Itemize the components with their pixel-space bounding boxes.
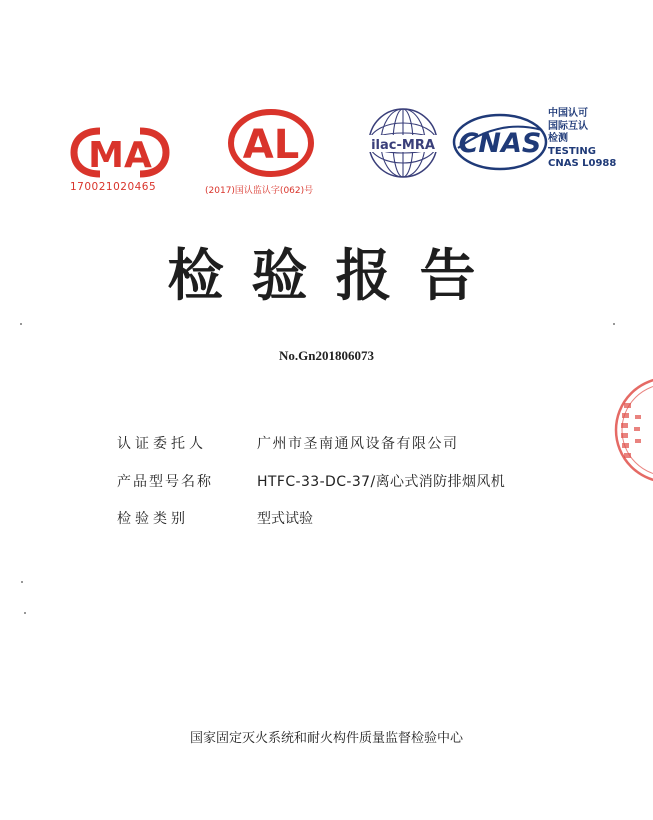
- cma-mark-icon: [70, 125, 170, 180]
- report-title: 检验报告: [167, 244, 504, 309]
- ilac-globe-icon: [358, 105, 448, 185]
- seal-icon: [606, 375, 653, 485]
- cnas-line: 检测: [548, 133, 568, 144]
- cnas-line: 中国认可: [548, 108, 588, 119]
- red-seal-stamp: [606, 375, 653, 485]
- scan-speck: [21, 581, 23, 583]
- field-label: 检验类别: [117, 511, 189, 527]
- field-value: HTFC-33-DC-37/离心式消防排烟风机: [257, 474, 506, 490]
- field-label: 产品型号名称: [117, 474, 213, 490]
- scan-speck: [20, 323, 22, 325]
- issuing-organization: 国家固定灭火系统和耐火构件质量监督检验中心: [189, 731, 463, 746]
- cnas-line: TESTING: [548, 145, 596, 157]
- cal-mark-icon: [227, 108, 315, 178]
- report-number: No.Gn201806073: [279, 348, 374, 363]
- cnas-text: CNAS: [458, 128, 542, 159]
- cal-logo: [205, 108, 345, 203]
- field-value: 广州市圣南通风设备有限公司: [257, 436, 459, 452]
- scan-speck: [24, 612, 26, 614]
- cnas-swoosh-icon: [450, 108, 548, 173]
- ilac-text: ilac-MRA: [371, 138, 435, 153]
- cma-letters: MA: [88, 135, 152, 176]
- cal-letters: AL: [242, 122, 300, 168]
- cnas-accreditation-text: [548, 108, 638, 171]
- cnas-logo: [450, 108, 548, 173]
- cma-code: 170021020465: [70, 181, 157, 193]
- cnas-line: 国际互认: [548, 120, 588, 132]
- cnas-line: CNAS L0988: [548, 158, 617, 169]
- cma-logo: [70, 125, 170, 200]
- field-label: 认证委托人: [117, 436, 207, 452]
- scan-speck: [613, 323, 615, 325]
- field-value: 型式试验: [257, 511, 313, 527]
- cal-code: (2017)国认监认字(062)号: [205, 186, 314, 196]
- ilac-mra-logo: [358, 105, 448, 185]
